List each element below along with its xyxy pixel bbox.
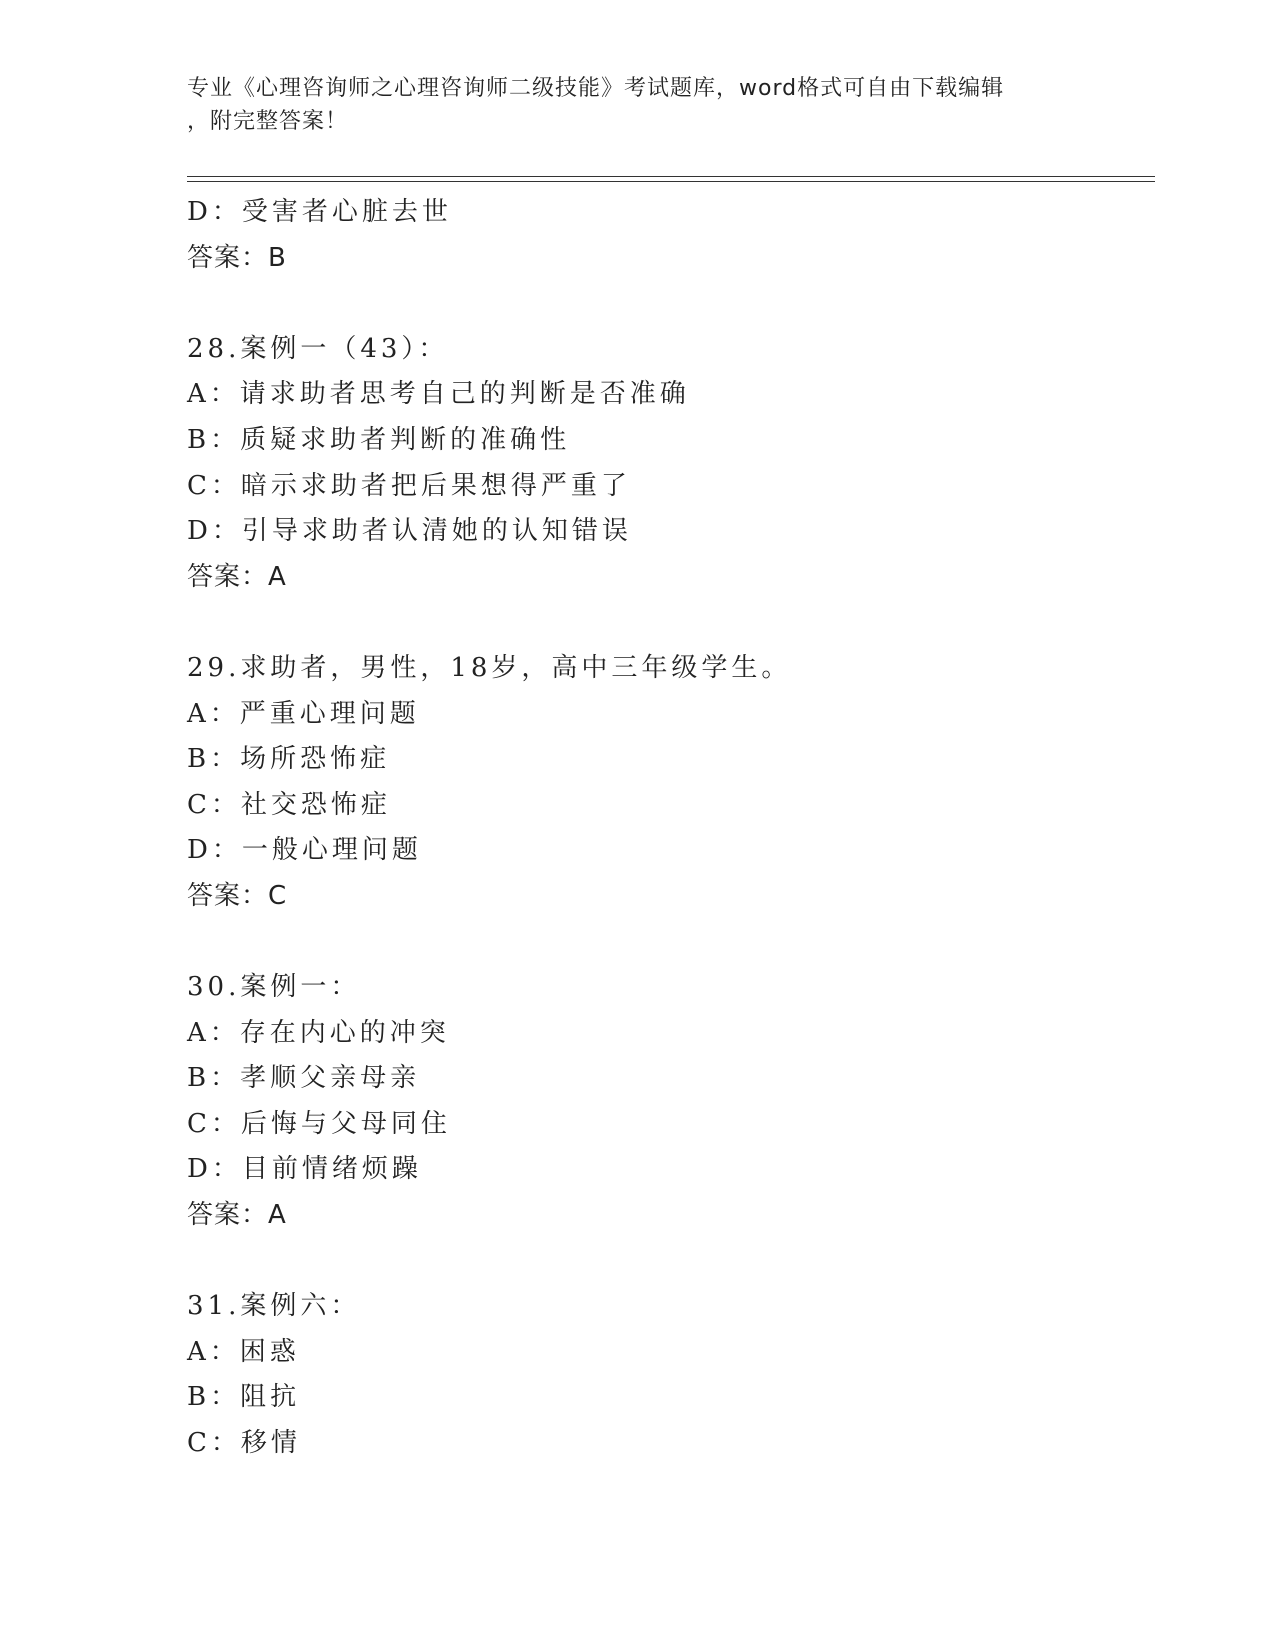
question-list (187, 190, 1147, 1467)
option-line: C：后悔与父母同住 (187, 1108, 451, 1139)
option-line: B：阻抗 (187, 1382, 301, 1413)
question-stem: 28.案例一（43）： (187, 333, 449, 364)
option-line: B：质疑求助者判断的准确性 (187, 424, 571, 455)
option-line: D：引导求助者认清她的认知错误 (187, 516, 632, 547)
option-line: C：暗示求助者把后果想得严重了 (187, 470, 631, 501)
option-line: C：移情 (187, 1428, 301, 1459)
spacer (187, 600, 1147, 646)
option-line: D：一般心理问题 (187, 835, 422, 866)
answer-line: 答案：B (187, 242, 287, 273)
spacer (187, 920, 1147, 966)
document-header (187, 72, 1067, 138)
option-line: D：目前情绪烦躁 (187, 1154, 422, 1185)
header-line-1: 专业《心理咨询师之心理咨询师二级技能》考试题库，word格式可自由下载编辑 (187, 76, 1005, 101)
option-line: A：严重心理问题 (187, 698, 420, 729)
option-line: A：困惑 (187, 1336, 300, 1367)
spacer (187, 281, 1147, 327)
option-line: B：孝顺父亲母亲 (187, 1063, 421, 1094)
option-line: B：场所恐怖症 (187, 744, 391, 775)
question-stem: 29.求助者，男性，18岁，高中三年级学生。 (187, 652, 792, 683)
answer-line: 答案：A (187, 561, 287, 592)
header-divider (187, 176, 1155, 182)
answer-line: 答案：A (187, 1200, 287, 1231)
spacer (187, 1239, 1147, 1285)
question-stem: 30.案例一： (187, 972, 361, 1003)
option-line: A：存在内心的冲突 (187, 1017, 450, 1048)
answer-line: 答案：C (187, 880, 288, 911)
question-stem: 31.案例六： (187, 1291, 361, 1322)
header-line-2: ，附完整答案！ (187, 109, 349, 134)
option-line: D：受害者心脏去世 (187, 197, 452, 227)
option-line: C：社交恐怖症 (187, 789, 391, 820)
option-line: A：请求助者思考自己的判断是否准确 (187, 379, 690, 410)
